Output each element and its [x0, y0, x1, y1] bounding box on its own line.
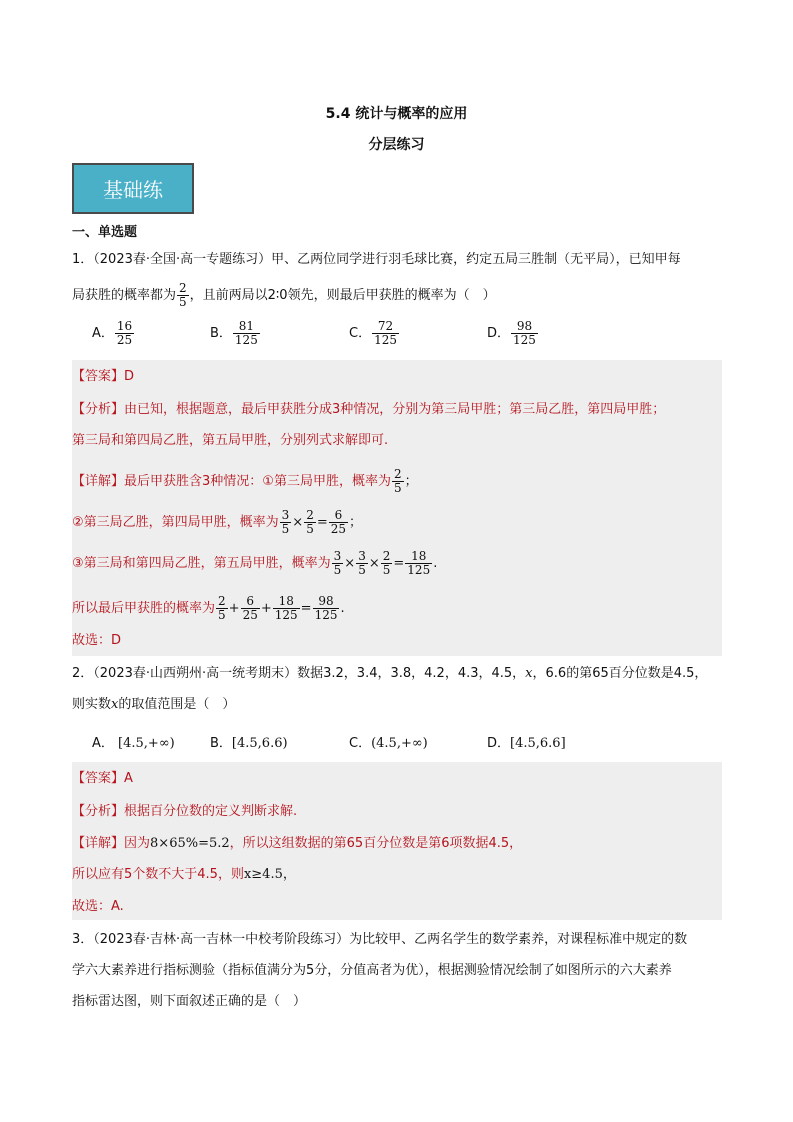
q2-options [0, 732, 793, 754]
page-title: 5.4 统计与概率的应用 [325, 106, 468, 122]
q1-option-d[interactable]: D． $\frac{98}{125}$ [487, 319, 536, 347]
q3-stem-line1: 3．（2023春·吉林·高一吉林一中校考阶段练习）为比较甲、乙两名学生的数学素养，对课程标准中规定的数 [72, 932, 688, 947]
page-subtitle: 分层练习 [368, 137, 425, 153]
q1-option-b[interactable]: B． $\frac{81}{125}$ [210, 319, 258, 347]
q1-detail-line1: 【详解】最后甲获胜含3种情况：①第三局甲胜，概率为 $\frac{2}{5}$ ； [72, 467, 418, 495]
q2-choose: 故选：A. [72, 899, 124, 914]
q1-detail-line3: ③第三局和第四局乙胜，第五局甲胜，概率为 $\frac{3}{5}$ × $\frac{3}{5}$ × $\frac{2}{5}$ = $\frac{18}{125}$ . [72, 549, 438, 577]
q2-stem-line1: 2．（2023春·山西朔州·高一统考期末）数据3.2，3.4，3.8，4.2，4.3，4.5，x，6.6的第65百分位数是4.5， [72, 666, 708, 681]
q3-stem-line2: 学六大素养进行指标测验（指标值满分为5分，分值高者为优），根据测验情况绘制了如图所示的六大素养 [72, 963, 672, 978]
q1-stem-line1: 1．（2023春·全国·高一专题练习）甲、乙两位同学进行羽毛球比赛，约定五局三胜制（无平局），已知甲每 [72, 252, 681, 267]
q1-detail-line2: ②第三局乙胜，第四局甲胜，概率为 $\frac{3}{5}$ × $\frac{2}{5}$ = $\frac{6}{25}$ ； [72, 508, 363, 536]
section-heading: 一、单选题 [72, 225, 138, 240]
q2-detail-line2: 所以应有5个数不大于4.5，则x≥4.5， [72, 867, 296, 882]
q1-choose: 故选：D [72, 633, 122, 648]
section-banner: 基础练 [72, 163, 194, 214]
q1-detail-line4: 所以最后甲获胜的概率为 $\frac{2}{5}$ + $\frac{6}{25}$ + $\frac{18}{125}$ = $\frac{98}{125}$ . [72, 594, 345, 622]
q2-stem-line2: 则实数x的取值范围是（ ） [72, 697, 236, 712]
q3-stem-line3: 指标雷达图，则下面叙述正确的是（ ） [72, 994, 307, 1009]
q2-detail-line1: 【详解】因为8×65%=5.2，所以这组数据的第65百分位数是第6项数据4.5， [72, 836, 523, 851]
q2-option-d[interactable]: D．[4.5,6.6] [487, 736, 566, 751]
q2-option-a[interactable]: A． [4.5,+∞) [92, 736, 175, 751]
q2-answer: 【答案】A [72, 771, 133, 786]
q2-analysis: 【分析】根据百分位数的定义判断求解. [72, 804, 298, 819]
q2-option-c[interactable]: C．(4.5,+∞) [349, 736, 428, 751]
q1-analysis-line1: 【分析】由已知，根据题意，最后甲获胜分成3种情况，分别为第三局甲胜；第三局乙胜，第四局甲胜； [72, 402, 666, 417]
q1-option-c[interactable]: C． $\frac{72}{125}$ [349, 319, 397, 347]
q1-stem-line2: 局获胜的概率都为 $\frac{2}{5}$ ，且前两局以2∶0领先，则最后甲获胜的概率为（ ） [72, 281, 496, 309]
q1-analysis-line2: 第三局和第四局乙胜，第五局甲胜，分别列式求解即可. [72, 433, 389, 448]
q1-option-a[interactable]: A． $\frac{16}{25}$ [92, 319, 133, 347]
q2-option-b[interactable]: B．[4.5,6.6) [210, 736, 288, 751]
q1-answer: 【答案】D [72, 369, 135, 384]
fraction: $\frac{2}{5}$ [179, 281, 187, 309]
q1-options [0, 320, 793, 356]
